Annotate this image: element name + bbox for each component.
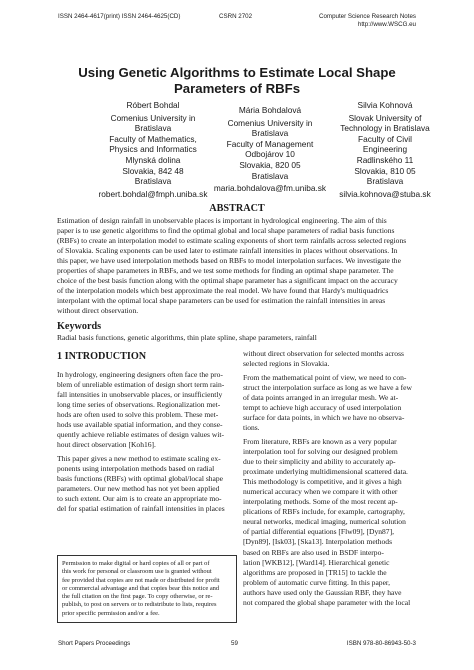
- text-line: neural networks, medical imaging, numerical solution: [243, 517, 406, 527]
- permission-line: this work for personal or classroom use is granted without: [62, 568, 212, 576]
- author-affiliation: Faculty of Civil: [358, 133, 412, 144]
- abstract-line: properties of shape parameters in RBFs, and we test some methods for finding an optimal shape parameter. The: [57, 266, 394, 276]
- text-line: surface for data points, in which we have no observa-: [243, 413, 405, 423]
- author-affiliation: Comenius University in: [227, 117, 313, 128]
- text-line: hout direct observation [Koh16].: [57, 440, 156, 450]
- permission-line: or commercial advantage and that copies bear this notice and: [62, 584, 220, 592]
- text-line: basis functions (RBFs) with optimal global/local shape: [57, 474, 224, 484]
- author-affiliation: Faculty of Mathematics,: [109, 133, 197, 144]
- paper-title: [0, 65, 474, 97]
- author-block-3: [315, 100, 455, 199]
- issn-header: ISSN 2464-4617(print) ISSN 2464-4625(CD): [58, 13, 181, 20]
- text-line: numerical accuracy when we compare it with other: [243, 487, 398, 497]
- author-affiliation: Technology in Bratislava: [340, 123, 430, 134]
- text-line: hods use available spatial information, and they conse-: [57, 420, 223, 430]
- text-line: long time series of observations. Regionalization met-: [57, 400, 221, 410]
- journal-name: Computer Science Research Notes: [319, 13, 416, 20]
- permission-notice: [57, 555, 237, 623]
- author-name: Mária Bohdalová: [238, 105, 302, 115]
- abstract-line: Estimation of design rainfall in unobservable places is important in hydrological engineering. The aim of this: [57, 216, 387, 225]
- intro-paragraph-1: [57, 370, 235, 450]
- footer-isbn: ISBN 978-80-86943-50-3: [346, 640, 416, 647]
- text-line: tempt to achieve high accuracy of used interpolation: [243, 403, 402, 413]
- text-line: interpolating methods. Some of the most recent ap-: [243, 497, 398, 507]
- title-line-2: Parameters of RBFs: [173, 81, 301, 96]
- title-line-1: Using Genetic Algorithms to Estimate Local Shape: [78, 65, 396, 80]
- text-line: of partial differential equations [Flw09], [Dyn87],: [243, 527, 394, 537]
- footer-proceedings: Short Papers Proceedings: [58, 640, 131, 647]
- text-line: quently achieve reliable estimates of design values wit-: [57, 430, 225, 440]
- author-affiliation: Engineering: [362, 144, 408, 155]
- author-affiliation: Faculty of Management: [226, 138, 314, 149]
- text-line: ponents using interpolation methods based on radial: [57, 464, 215, 474]
- text-line: problem of automatic curve fitting. In this paper,: [243, 577, 391, 587]
- intro-paragraph-2: [57, 454, 235, 514]
- author-address: Radlinského 11: [356, 154, 414, 165]
- text-line: hods are often used to solve this problem. These met-: [57, 410, 219, 420]
- text-line: lation [WKB12], [Ward14]. Hierarchical genetic: [243, 557, 390, 567]
- text-line: interpolation tool for solving our designed problem: [243, 447, 398, 457]
- permission-line: Permission to make digital or hard copies of all or part of: [62, 560, 210, 567]
- author-email[interactable]: robert.bohdal@fmph.uniba.sk: [98, 188, 208, 199]
- text-line: del for spatial estimation of rainfall intensities in places: [57, 504, 225, 514]
- abstract-line: (RBFs) to create an interpolation model to estimate scaling exponents of short term rainfalls across selected regions: [57, 236, 407, 246]
- author-address: Odbojárov 10: [245, 149, 295, 160]
- text-line: without direct observation for selected months across: [243, 349, 404, 358]
- author-address: Bratislava: [251, 170, 289, 181]
- permission-line: fee provided that copies are not made or distributed for profit: [62, 576, 220, 584]
- page-number: 59: [231, 640, 238, 647]
- text-line: based on RBFs are also used in BSDF interpo-: [243, 547, 384, 557]
- abstract-line: of the interpolation models which best approximate the real model. We have found that Hardy's multiquadrics: [57, 286, 389, 296]
- journal-url[interactable]: http://www.WSCG.eu: [357, 21, 416, 28]
- author-email[interactable]: silvia.kohnova@stuba.sk: [339, 188, 431, 199]
- text-line: algorithms are proposed in [TR15] to tackle the: [243, 567, 387, 577]
- author-address: Slovakia, 820 05: [239, 159, 301, 170]
- author-affiliation: Slovak University of: [348, 112, 422, 123]
- author-address: Slovakia, 842 48: [122, 165, 184, 176]
- text-line: From the mathematical point of view, we need to con-: [243, 373, 407, 382]
- abstract-heading: ABSTRACT: [209, 203, 265, 214]
- section-heading-introduction: 1 INTRODUCTION: [57, 351, 147, 362]
- intro-paragraph-continued: [243, 349, 421, 369]
- abstract-line: of Slovakia. Scaling exponents can be used later to estimate rainfall intensities in places without observations. In: [57, 246, 398, 256]
- text-line: blem of unreliable estimation of design short term rain-: [57, 380, 225, 390]
- series-header: CSRN 2702: [219, 13, 253, 20]
- text-line: of data points arranged in an irregular mesh. We at-: [243, 393, 399, 403]
- text-line: proximate underlying multidimensional scattered data.: [243, 467, 408, 477]
- text-line: tions.: [243, 423, 260, 433]
- journal-header: [319, 13, 416, 29]
- abstract-line: paper is to use genetic algorithms to find the optimal global and local shape parameters of radial basis functions: [57, 226, 395, 236]
- permission-line: the full citation on the first page. To copy otherwise, or re-: [62, 593, 213, 601]
- text-line: selected regions in Slovakia.: [243, 359, 330, 369]
- author-address: Mlynská dolina: [125, 154, 181, 165]
- keywords-heading: Keywords: [57, 321, 102, 332]
- author-address: Bratislava: [366, 176, 404, 187]
- abstract-line: this paper, we have used interpolation methods based on RBFs to model interpolation surfaces. We investigate the: [57, 256, 401, 266]
- author-address: Bratislava: [134, 176, 172, 187]
- abstract-line: without direct observation.: [57, 306, 139, 316]
- text-line: to such extent. Our aim is to create an appropriate mo-: [57, 494, 222, 504]
- text-line: This paper gives a new method to estimate scaling ex-: [57, 454, 221, 463]
- text-line: This methodology is competitive, and it gives a high: [243, 477, 402, 487]
- permission-line: prior specific permission and/or a fee.: [62, 609, 160, 617]
- text-line: From literature, RBFs are known as a very popular: [243, 437, 397, 446]
- abstract-text: [57, 216, 419, 316]
- text-line: fall intensities in unobservable places, or insufficiently: [57, 390, 223, 400]
- abstract-line: interpolant with the optimal local shape parameters can be used for estimation the rainfall intensities in areas: [57, 296, 386, 306]
- author-email[interactable]: maria.bohdalova@fm.uniba.sk: [213, 183, 327, 194]
- abstract-line: choice of the best basis function along with the optimal shape parameter has a significant impact on the accuracy: [57, 276, 398, 286]
- text-line: parameters. Our new method has not yet been applied: [57, 484, 220, 494]
- keywords-text: Radial basis functions, genetic algorithms, thin plate spline, shape parameters, rainfall: [57, 333, 317, 342]
- author-affiliation: Comenius University in: [110, 112, 196, 123]
- author-affiliation: Bratislava: [134, 123, 172, 134]
- permission-line: publish, to post on servers or to redistribute to lists, requires: [62, 601, 217, 609]
- text-line: In hydrology, engineering designers often face the pro-: [57, 370, 223, 379]
- author-name: Silvia Kohnová: [357, 100, 413, 110]
- author-address: Slovakia, 810 05: [354, 165, 416, 176]
- text-line: [Dyn89], [Isk03], [Ska13]. Interpolation methods: [243, 537, 393, 547]
- author-affiliation: Bratislava: [251, 128, 289, 139]
- text-line: authors have used only the Gaussian RBF, they have: [243, 587, 402, 597]
- author-affiliation: Physics and Informatics: [109, 144, 197, 155]
- text-line: struct the interpolation surface as long as we have a few: [243, 383, 412, 393]
- author-name: Róbert Bohdal: [126, 100, 180, 110]
- intro-paragraph-4: [243, 437, 421, 608]
- intro-paragraph-3: [243, 373, 421, 433]
- text-line: due to their simplicity and ability to accurately ap-: [243, 457, 396, 467]
- text-line: plications of RBFs include, for example, cartography,: [243, 507, 405, 517]
- text-line: not compared the global shape parameter with the local: [243, 597, 411, 607]
